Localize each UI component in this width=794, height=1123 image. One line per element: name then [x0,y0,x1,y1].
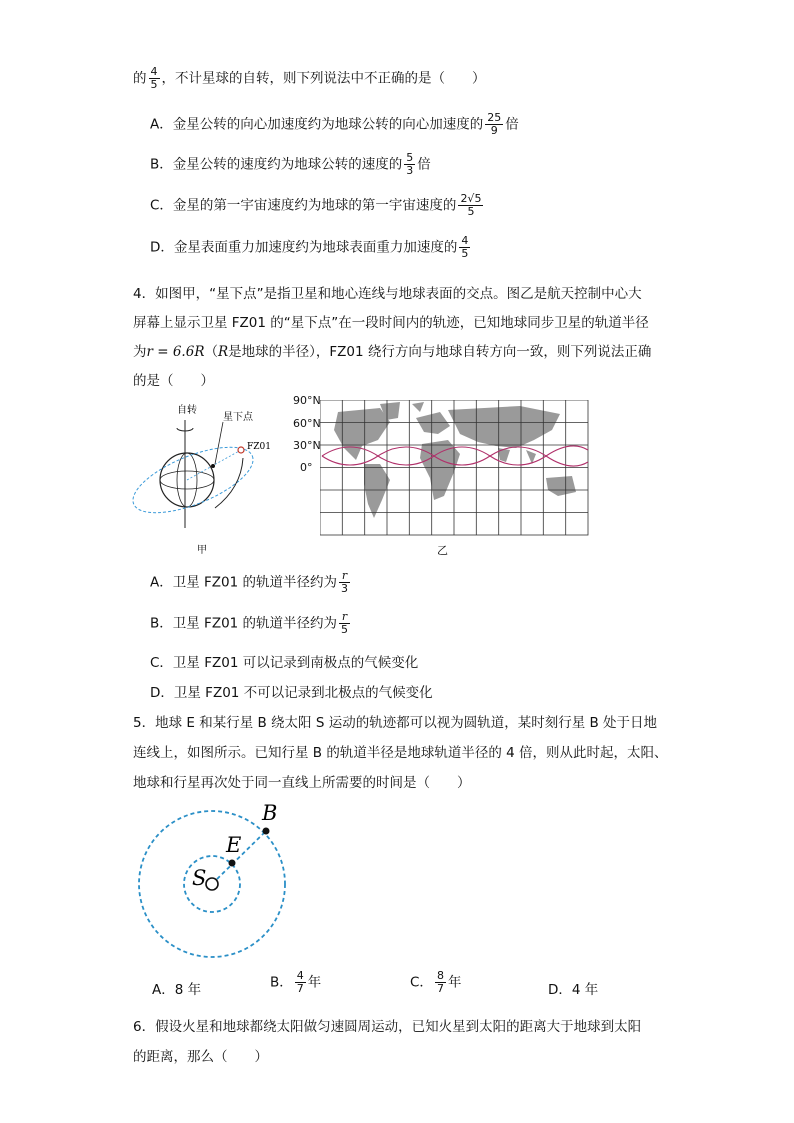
fraction-numerator: 5 [406,151,414,164]
option-text: D．金星表面重力加速度约为地球表面重力加速度的 [150,239,458,256]
option-suffix: 年 [447,974,462,991]
formula: R [217,344,229,360]
formula: r = 6.6R [146,344,205,360]
option-fraction [435,970,446,995]
q4-stem-line-1: 4．如图甲，“星下点”是指卫星和地心连线与地球表面的交点。图乙是航天控制中心大 [133,286,642,302]
q5-stem-line-1: 5．地球 E 和某行星 B 绕太阳 S 运动的轨迹都可以视为圆轨道，某时刻行星 B 处于日地 [133,715,658,731]
q3-stem-pre: 的 [133,70,147,87]
fraction-numerator: 25 [487,111,502,124]
sun-icon [206,878,218,890]
q3-option-a[interactable] [150,112,519,137]
lat-label-30n: 30°N [293,439,321,452]
leader-line [215,422,223,464]
q3-option-b[interactable] [150,152,431,177]
figure-yi-ground-track-map [320,400,590,536]
lat-label-60n: 60°N [293,417,321,430]
q4-stem-line-4: 的是（ ） [133,373,214,389]
fraction-denominator: 7 [436,982,444,995]
subsatellite-label: 星下点 [223,412,253,423]
q4-option-b[interactable] [150,611,352,636]
label-e: E [226,833,242,857]
option-text: A．金星公转的向心加速度约为地球公转的向心加速度的 [150,116,484,133]
fraction-denominator: 5 [150,78,158,91]
q6-stem-line-1: 6．假设火星和地球都绕太阳做匀速圆周运动，已知火星到太阳的距离大于地球到太阳 [133,1019,642,1035]
text: 为 [133,344,147,360]
q4-option-d[interactable]: D．卫星 FZ01 不可以记录到北极点的气候变化 [150,685,433,701]
option-suffix: 年 [307,974,322,991]
option-fraction [339,570,350,595]
q3-stem-continuation [133,66,486,91]
q4-stem-line-3 [133,340,651,360]
planet-b-dot [263,828,270,835]
fraction-numerator: r [339,570,350,583]
fraction-numerator: 4 [461,234,469,247]
fraction-denominator: 5 [461,247,469,260]
satellite-label: FZ01 [247,442,271,452]
fraction-denominator: 5 [467,205,475,218]
option-fraction [485,112,503,137]
q5-option-b[interactable] [270,970,321,995]
label-b: B [262,801,278,825]
q5-option-d[interactable]: D．4 年 [548,982,599,998]
lat-label-90n: 90°N [293,394,321,407]
fraction-numerator: 4 [296,969,304,982]
text: 是地球的半径），FZ01 绕行方向与地球自转方向一致，则下列说法正确 [228,344,652,360]
option-fraction [295,970,306,995]
fraction-denominator: 3 [406,164,414,177]
figure-jia-satellite-orbit [125,398,285,558]
q4-option-c[interactable]: C．卫星 FZ01 可以记录到南极点的气候变化 [150,655,419,671]
option-text: B． [270,974,293,991]
fraction-numerator: r [339,611,350,624]
q5-option-c[interactable] [410,970,461,995]
option-text: C．金星的第一宇宙速度约为地球的第一宇宙速度的 [150,197,457,214]
q5-option-a[interactable]: A．8 年 [152,982,202,998]
fraction-numerator: 8 [436,969,444,982]
option-fraction [459,235,470,260]
q6-stem-line-2: 的距离，那么（ ） [133,1049,268,1065]
option-text: C． [410,974,433,991]
satellite-icon [238,447,244,453]
lat-label-0: 0° [300,461,313,474]
fraction-denominator: 5 [341,623,349,636]
rotation-label: 自转 [177,405,197,416]
q5-stem-line-3: 地球和行星再次处于同一直线上所需要的时间是（ ） [133,775,471,791]
figure-caption-jia: 甲 [197,545,207,556]
figure-orbits-diagram [130,800,300,965]
option-suffix: 倍 [417,156,431,173]
fraction-denominator: 3 [341,582,349,595]
fraction-numerator: 4 [150,65,158,78]
q3-stem-fraction [149,66,160,91]
option-suffix: 倍 [505,116,519,133]
label-s: S [192,866,207,890]
fraction-numerator: 2√5 [460,192,482,205]
text: （ [204,344,218,360]
q5-stem-line-2: 连线上，如图所示。已知行星 B 的轨道半径是地球轨道半径的 4 倍，则从此时起，太阳、 [133,745,668,761]
option-text: A．卫星 FZ01 的轨道半径约为 [150,574,338,591]
option-text: B．卫星 FZ01 的轨道半径约为 [150,615,338,632]
q4-option-a[interactable] [150,570,352,595]
q4-stem-line-2: 屏幕上显示卫星 FZ01 的“星下点”在一段时间内的轨迹，已知地球同步卫星的轨道半径 [133,315,649,331]
direction-arrow-icon [215,458,243,508]
earth-dot [229,860,236,867]
option-fraction [404,152,415,177]
fraction-denominator: 7 [296,982,304,995]
figure-caption-yi: 乙 [437,544,448,557]
option-fraction [339,611,350,636]
fraction-denominator: 9 [490,124,498,137]
q3-option-d[interactable] [150,235,472,260]
subsatellite-point [211,464,215,468]
option-fraction [458,193,483,218]
q3-stem-post: ，不计星球的自转，则下列说法中不正确的是（ ） [161,70,486,87]
q3-option-c[interactable] [150,193,485,218]
option-text: B．金星公转的速度约为地球公转的速度的 [150,156,403,173]
